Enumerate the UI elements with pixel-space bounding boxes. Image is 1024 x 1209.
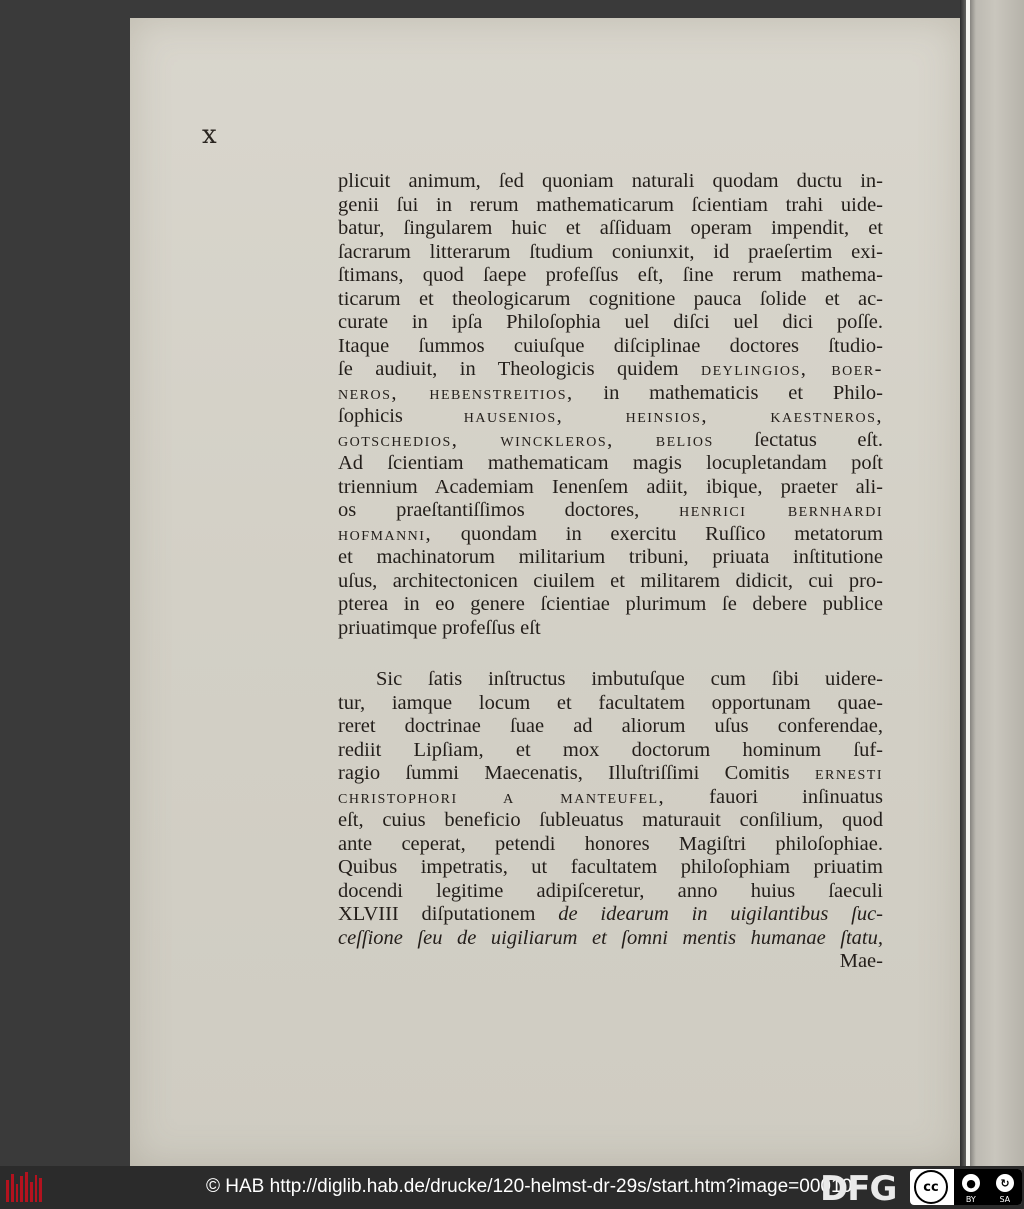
text-line (338, 358, 883, 382)
small-caps-name: deylingios, boer- (700, 358, 883, 380)
text-line (338, 762, 883, 786)
share-alike-icon: ↻ (996, 1174, 1014, 1192)
text-run: ſe audiuit, in Theologicis quidem (338, 358, 701, 380)
text-run: fauori inſinuatus (665, 785, 883, 808)
text-line: batur, ſingularem huic et aſſiduam operam impendit, et (338, 217, 883, 239)
text-line (338, 903, 883, 927)
text-run: ſophicis (338, 405, 464, 427)
text-line: eſt, cuius beneficio ſubleuatus maturauit conſilium, quod (338, 809, 883, 831)
text-run: ſectatus eſt. (713, 428, 883, 451)
dfg-logo: DFG (820, 1169, 897, 1209)
person-icon: ● (962, 1174, 980, 1192)
text-line: uſus, architectonicen ciuilem et militarem didicit, cui pro- (338, 569, 883, 592)
cc-attribution-panel (954, 1169, 1022, 1205)
text-line: et machinatorum militarium tribuni, priuata inſtitutione (338, 546, 883, 568)
source-link[interactable]: © HAB http://diglib.hab.de/drucke/120-helmst-dr-29s/start.htm?image=00010 (206, 1176, 853, 1197)
text-run: XLVIII diſputationem (338, 903, 559, 925)
text-line (338, 786, 883, 810)
italic-title: de idearum in uigilantibus ſuc- (558, 903, 883, 925)
text-run: in mathematicis et Philo- (573, 381, 884, 404)
text-line: genii ſui in rerum mathematicarum ſcientiam trahi uide- (338, 193, 883, 216)
text-line: plicuit animum, ſed quoniam naturali quodam ductu in- (338, 170, 883, 192)
text-line: Ad ſcientiam mathematicam magis locupletandam poſt (338, 452, 883, 474)
text-line: Itaque ſummos cuiuſque diſciplinae doctores ſtudio- (338, 334, 883, 357)
text-line: curate in ipſa Philoſophia uel diſci uel dici poſſe. (338, 311, 883, 333)
small-caps-name: henrici bernhardi (679, 499, 883, 521)
hab-barcode-logo-icon (6, 1172, 42, 1202)
text-line (338, 429, 883, 453)
text-line (338, 499, 883, 523)
small-caps-name: gotschedios, winckleros, belios (338, 428, 714, 451)
footer-bar (0, 1166, 1024, 1208)
catchword: Mae- (839, 950, 883, 972)
book-page (130, 18, 960, 1166)
text-line: ſacrarum litterarum ſtudium coniunxit, id praeſertim exi- (338, 240, 883, 263)
text-run: ragio ſummi Maecenatis, Illuſtriſſimi Comitis (338, 762, 815, 784)
text-line (338, 405, 883, 429)
text-line: triennium Academiam Ienenſem adiit, ibique, praeter ali- (338, 475, 883, 498)
text-line: docendi legitime adipiſceretur, anno huius ſaeculi (338, 879, 883, 902)
text-line: reret doctrinae ſuae ad aliorum uſus conferendae, (338, 715, 883, 737)
sa-label: SA (999, 1195, 1011, 1204)
text-line: priuatimque profeſſus eſt (338, 616, 541, 639)
text-line: pterea in eo genere ſcientiae plurimum ſe debere publice (338, 593, 883, 615)
small-caps-name: hofmanni, (338, 522, 433, 545)
text-run: quondam in exercitu Ruſſico metatorum (432, 522, 883, 545)
text-run: os praeſtantiſſimos doctores, (338, 499, 680, 521)
text-line: Quibus impetratis, ut facultatem philoſophiam priuatim (338, 856, 883, 878)
by-label: BY (965, 1195, 976, 1204)
page-number: x (202, 120, 218, 150)
cc-license-badge[interactable] (910, 1169, 1022, 1205)
small-caps-name: hausenios, heinsios, kaestneros, (463, 405, 883, 427)
text-line: ante ceperat, petendi honores Magiſtri philoſophiae. (338, 832, 883, 855)
text-line: Sic ſatis inſtructus imbutuſque cum ſibi uidere- (376, 668, 883, 690)
body-text (338, 170, 883, 974)
text-line: ſtimans, quod ſaepe profeſſus eſt, ſine rerum mathema- (338, 264, 883, 286)
small-caps-name: christophori a manteufel, (338, 785, 666, 808)
text-line (338, 523, 883, 547)
next-page-edge (960, 0, 1024, 1166)
text-line: rediit Lipſiam, et mox doctorum hominum ſuf- (338, 738, 883, 761)
text-line: ceſſione ſeu de uigiliarum et ſomni mentis humanae ſtatu, (338, 926, 883, 949)
paragraph-gap (338, 640, 883, 668)
small-caps-name: neros, hebenstreitios, (338, 381, 574, 404)
text-line: tur, iamque locum et facultatem opportunam quae- (338, 691, 883, 714)
cc-labels (954, 1195, 1022, 1204)
cc-icon: cc (914, 1170, 948, 1204)
small-caps-name: ernesti (814, 762, 883, 784)
text-line: ticarum et theologicarum cognitione pauca ſolide et ac- (338, 287, 883, 310)
text-line (338, 382, 883, 406)
